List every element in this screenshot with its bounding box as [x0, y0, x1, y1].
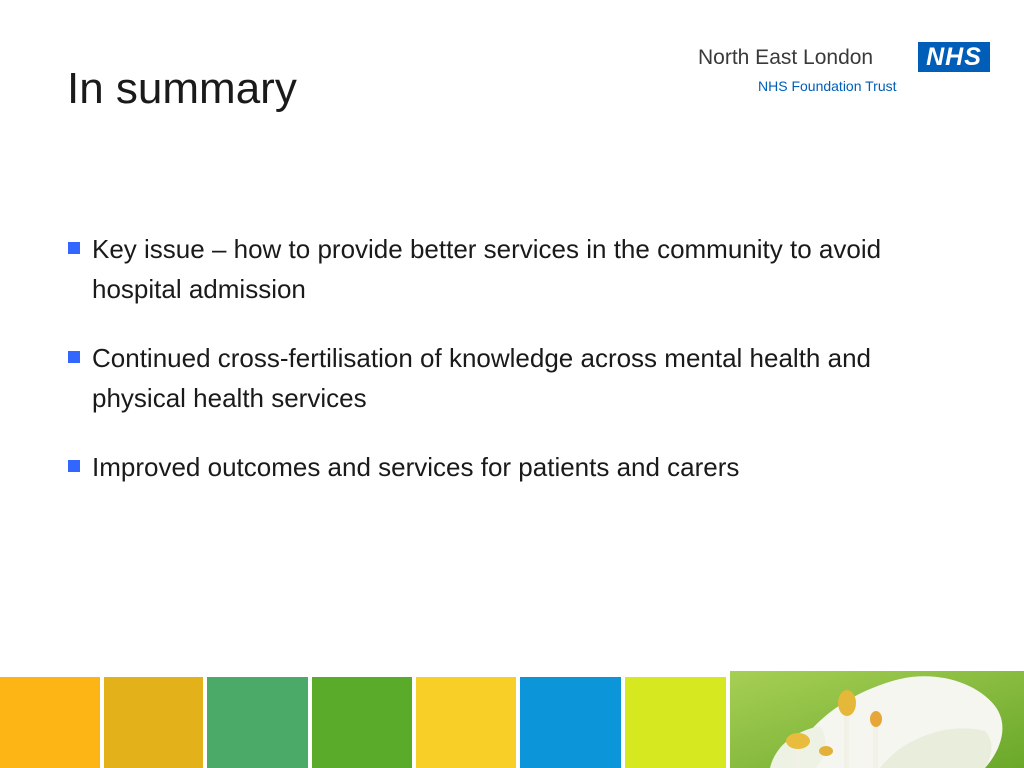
bullet-text: Improved outcomes and services for patients and carers	[92, 452, 740, 482]
bullet-item	[68, 447, 898, 487]
flower-photo	[730, 671, 1024, 768]
logo-subtitle: NHS Foundation Trust	[758, 78, 897, 94]
color-stripe	[520, 677, 621, 768]
logo-organisation-name: North East London	[698, 46, 874, 69]
color-stripe	[207, 677, 308, 768]
bullet-square-icon	[68, 351, 80, 363]
bullet-text: Key issue – how to provide better services in the community to avoid hospital admission	[92, 234, 882, 304]
bullet-item	[68, 338, 898, 418]
white-flower-icon	[730, 671, 1024, 768]
nhs-badge: NHS	[918, 42, 990, 72]
color-stripe	[312, 677, 412, 768]
slide-title: In summary	[67, 64, 297, 113]
bullet-item	[68, 229, 898, 309]
color-stripe	[104, 677, 203, 768]
bullet-square-icon	[68, 242, 80, 254]
bullet-square-icon	[68, 460, 80, 472]
color-stripe	[416, 677, 516, 768]
color-stripe	[0, 677, 100, 768]
bullet-text: Continued cross-fertilisation of knowledge across mental health and physical health services	[92, 343, 871, 413]
nhs-trust-logo	[696, 40, 996, 100]
color-stripe	[625, 677, 726, 768]
bullet-list	[68, 229, 898, 516]
footer-color-band	[0, 671, 1024, 768]
